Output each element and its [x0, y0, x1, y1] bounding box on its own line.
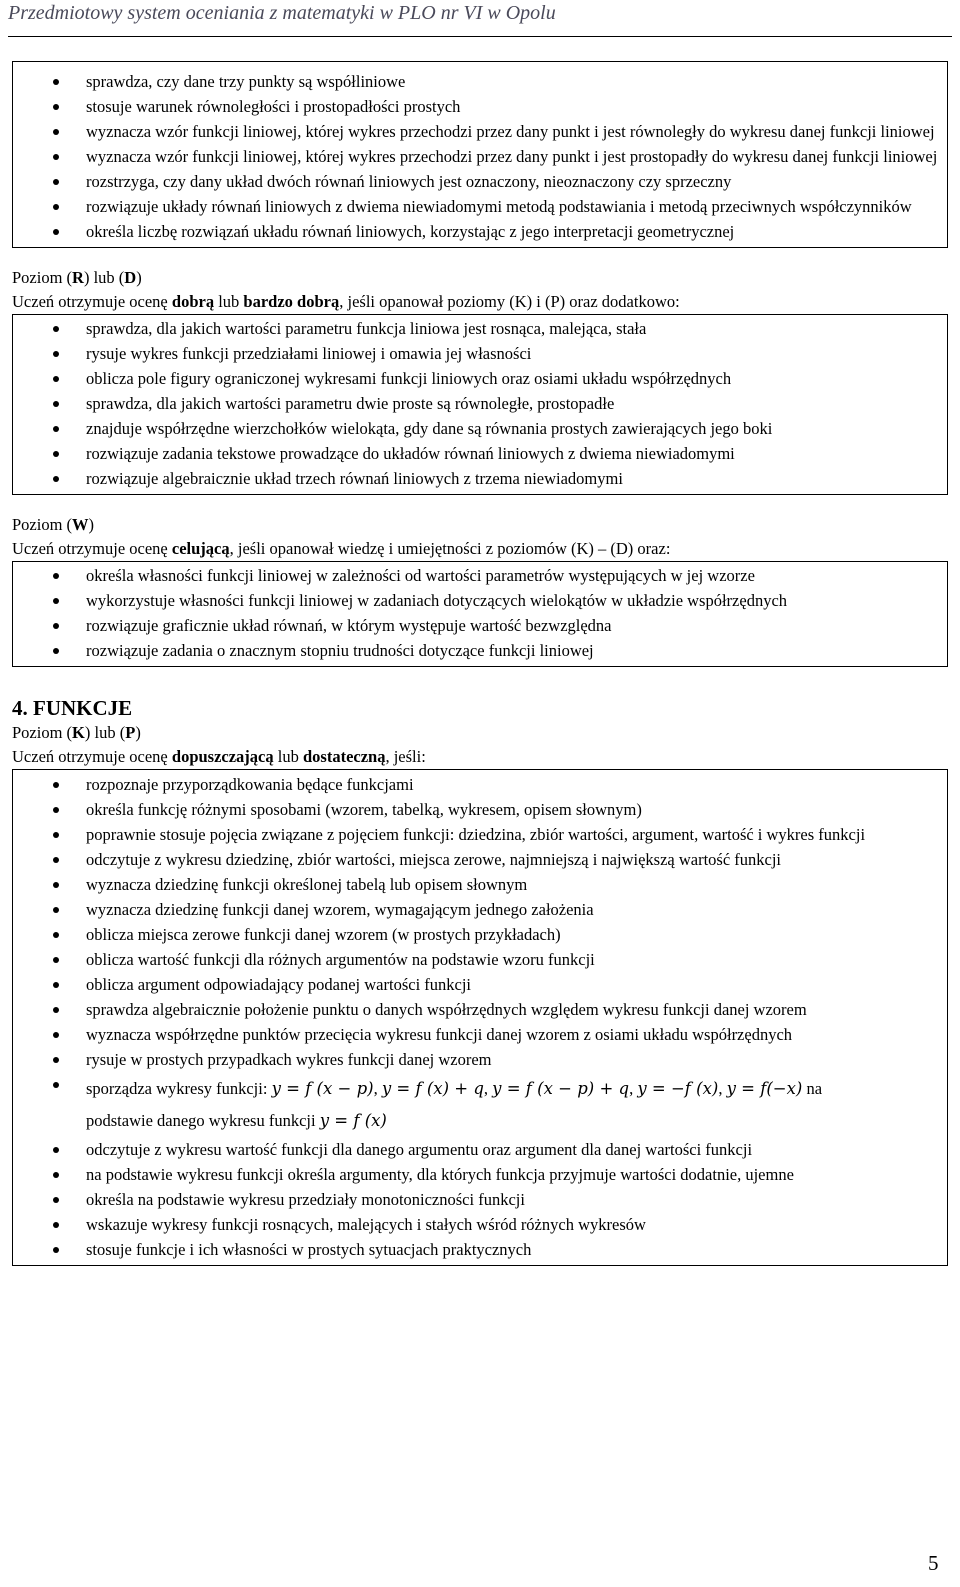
item-text: sporządza wykresy funkcji:: [86, 1079, 272, 1098]
list-item: wyznacza wzór funkcji liniowej, której wykres przechodzi przez dany punkt i jest równoległy do wykresu danej funkcji liniowej: [13, 120, 947, 144]
grade-name: dostateczną: [302, 747, 386, 766]
list-item: oblicza miejsca zerowe funkcji danej wzorem (w prostych przykładach): [13, 923, 947, 947]
skills-list-w: [12, 561, 948, 667]
level-text: ): [88, 515, 95, 534]
level-heading-kp: [12, 721, 948, 745]
intro-text: , jeśli:: [385, 747, 426, 766]
list-item: rysuje wykres funkcji przedziałami liniowej i omawia jej własności: [13, 342, 947, 366]
grade-name: dopuszczającą: [171, 747, 274, 766]
list-item: rozwiązuje zadania tekstowe prowadzące do układów równań liniowych z dwiema niewiadomymi: [13, 442, 947, 466]
list-item: wyznacza wzór funkcji liniowej, której wykres przechodzi przez dany punkt i jest prostopadły do wykresu danej funkcji liniowej: [13, 145, 947, 169]
separator: ,: [483, 1079, 493, 1098]
formula: y = f(−x): [726, 1079, 803, 1098]
list-item: sprawdza algebraicznie położenie punktu o danych współrzędnych względem wykresu funkcji danej wzorem: [13, 998, 947, 1022]
list-item: oblicza pole figury ograniczonej wykresami funkcji liniowych oraz osiami układu współrzędnych: [13, 367, 947, 391]
separator: ,: [373, 1079, 382, 1098]
header-title: Przedmiotowy system oceniania z matematyki w PLO nr VI w Opolu: [8, 2, 556, 24]
level-text: Poziom (: [12, 723, 73, 742]
list-item: rozstrzyga, czy dany układ dwóch równań liniowych jest oznaczony, nieoznaczony czy sprzeczny: [13, 170, 947, 194]
page-number: 5: [928, 1551, 939, 1575]
document-body: [12, 61, 948, 1266]
list-item: oblicza wartość funkcji dla różnych argumentów na podstawie wzoru funkcji: [13, 948, 947, 972]
grade-name: celującą: [171, 539, 230, 558]
level-text: ) lub (: [84, 723, 126, 742]
list-item: sprawdza, dla jakich wartości parametru dwie proste są równoległe, prostopadłe: [13, 392, 947, 416]
item-text: na: [802, 1079, 823, 1098]
list-item: rozpoznaje przyporządkowania będące funkcjami: [13, 773, 947, 797]
list-item: wyznacza dziedzinę funkcji określonej tabelą lub opisem słownym: [13, 873, 947, 897]
formula: y = f (x): [319, 1111, 387, 1130]
list-item: określa funkcję różnymi sposobami (wzorem, tabelką, wykresem, opisem słownym): [13, 798, 947, 822]
list-item: określa na podstawie wykresu przedziały monotoniczności funkcji: [13, 1188, 947, 1212]
formula: y = f (x − p): [271, 1079, 374, 1098]
list-item: rozwiązuje zadania o znacznym stopniu trudności dotyczące funkcji liniowej: [13, 639, 947, 663]
list-item-transformations: [13, 1073, 947, 1137]
list-item: sprawdza, dla jakich wartości parametru funkcja liniowa jest rosnąca, malejąca, stała: [13, 317, 947, 341]
intro-text: Uczeń otrzymuje ocenę: [12, 539, 172, 558]
grade-intro-w: [12, 537, 948, 561]
level-text: Poziom (: [12, 515, 73, 534]
formula: y = f (x) + q: [381, 1079, 484, 1098]
level-text: ): [135, 723, 141, 742]
list-item: sprawdza, czy dane trzy punkty są współliniowe: [13, 70, 947, 94]
item-text: podstawie danego wykresu funkcji: [86, 1111, 320, 1130]
grade-name: dobrą: [171, 292, 215, 311]
list-item: stosuje warunek równoległości i prostopadłości prostych: [13, 95, 947, 119]
intro-text: , jeśli opanował wiedzę i umiejętności z poziomów (K) – (D) oraz:: [229, 539, 671, 558]
grade-name: bardzo dobrą: [243, 292, 340, 311]
list-item: na podstawie wykresu funkcji określa argumenty, dla których funkcja przyjmuje wartości dodatnie, ujemne: [13, 1163, 947, 1187]
intro-text: lub: [214, 292, 244, 311]
level-code: W: [72, 515, 89, 534]
skills-list-rd: [12, 314, 948, 495]
list-item: poprawnie stosuje pojęcia związane z pojęciem funkcji: dziedzina, zbiór wartości, argument, wartość i wykres funkcji: [13, 823, 947, 847]
list-item: stosuje funkcje i ich własności w prostych sytuacjach praktycznych: [13, 1238, 947, 1262]
level-text: ): [136, 268, 142, 287]
formula: y = −f (x): [637, 1079, 719, 1098]
list-item: rozwiązuje algebraicznie układ trzech równań liniowych z trzema niewiadomymi: [13, 467, 947, 491]
level-code: D: [124, 268, 137, 287]
page-header: [8, 0, 952, 37]
list-item: określa liczbę rozwiązań układu równań liniowych, korzystając z jego interpretacji geometrycznej: [13, 220, 947, 244]
grade-intro-kp: [12, 745, 948, 769]
intro-text: , jeśli opanował poziomy (K) i (P) oraz dodatkowo:: [339, 292, 680, 311]
formula: y = f (x − p) + q: [492, 1079, 630, 1098]
separator: ,: [629, 1079, 638, 1098]
list-item: znajduje współrzędne wierzchołków wielokąta, gdy dane są równania prostych zawierających jego boki: [13, 417, 947, 441]
skills-list-functions: [12, 769, 948, 1266]
level-code: R: [72, 268, 84, 287]
level-heading-rd: [12, 266, 948, 290]
level-code: K: [72, 723, 85, 742]
list-item: odczytuje z wykresu dziedzinę, zbiór wartości, miejsca zerowe, najmniejszą i największą wartość funkcji: [13, 848, 947, 872]
separator: ,: [718, 1079, 727, 1098]
intro-text: Uczeń otrzymuje ocenę: [12, 292, 172, 311]
list-item: wyznacza dziedzinę funkcji danej wzorem, wymagającym jednego założenia: [13, 898, 947, 922]
section-title: 4. FUNKCJE: [12, 696, 133, 720]
list-item: rysuje w prostych przypadkach wykres funkcji danej wzorem: [13, 1048, 947, 1072]
list-item: oblicza argument odpowiadający podanej wartości funkcji: [13, 973, 947, 997]
level-code: P: [125, 723, 136, 742]
level-text: ) lub (: [83, 268, 125, 287]
list-item: określa własności funkcji liniowej w zależności od wartości parametrów występujących w jej wzorze: [13, 564, 947, 588]
skills-list-block1: [12, 61, 948, 248]
intro-text: lub: [273, 747, 303, 766]
list-item: wykorzystuje własności funkcji liniowej w zadaniach dotyczących wielokątów w układzie współrzędnych: [13, 589, 947, 613]
list-item: odczytuje z wykresu wartość funkcji dla danego argumentu oraz argument dla danej wartości funkcji: [13, 1138, 947, 1162]
level-text: Poziom (: [12, 268, 73, 287]
list-item: rozwiązuje graficznie układ równań, w którym występuje wartość bezwzględna: [13, 614, 947, 638]
list-item: rozwiązuje układy równań liniowych z dwiema niewiadomymi metodą podstawiania i metodą przeciwnych współczynników: [13, 195, 947, 219]
grade-intro-rd: [12, 290, 948, 314]
intro-text: Uczeń otrzymuje ocenę: [12, 747, 172, 766]
list-item: wyznacza współrzędne punktów przecięcia wykresu funkcji danej wzorem z osiami układu współrzędnych: [13, 1023, 947, 1047]
level-heading-w: [12, 513, 948, 537]
list-item: wskazuje wykresy funkcji rosnących, malejących i stałych wśród różnych wykresów: [13, 1213, 947, 1237]
